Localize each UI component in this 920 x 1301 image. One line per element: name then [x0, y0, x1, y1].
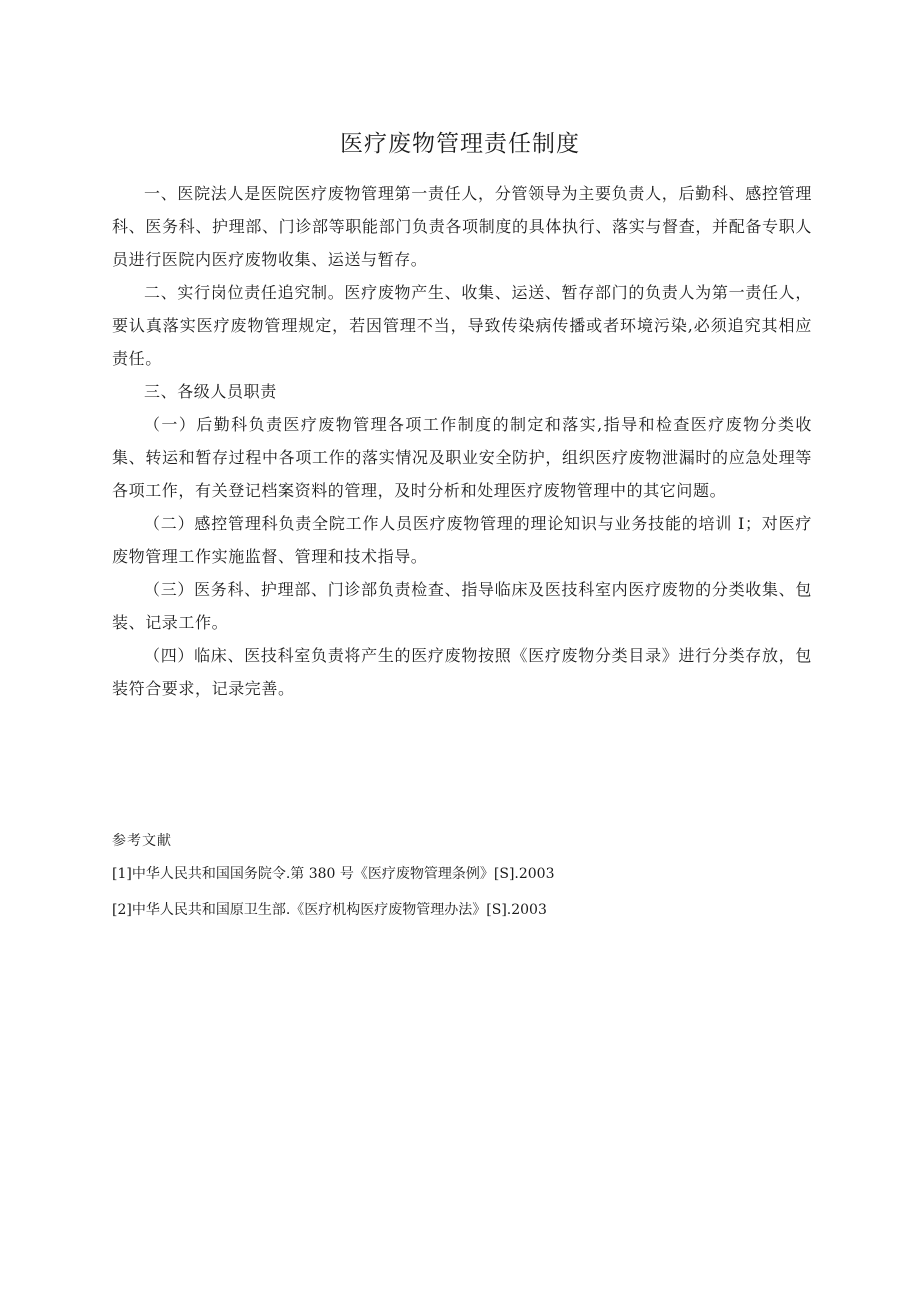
paragraph-3-4: （四）临床、医技科室负责将产生的医疗废物按照《医疗废物分类目录》进行分类存放，包装符合要求，记录完善。: [112, 646, 812, 698]
document-body: [112, 177, 812, 705]
paragraph-3-heading: 三、各级人员职责: [144, 382, 277, 401]
paragraph-3-2: （二）感控管理科负责全院工作人员医疗废物管理的理论知识与业务技能的培训 I；对医疗废物管理工作实施监督、管理和技术指导。: [112, 514, 812, 566]
paragraph-3-3: （三）医务科、护理部、门诊部负责检查、指导临床及医技科室内医疗废物的分类收集、包装、记录工作。: [112, 580, 812, 632]
paragraph-3-1: （一）后勤科负责医疗废物管理各项工作制度的制定和落实,指导和检查医疗废物分类收集、转运和暂存过程中各项工作的落实情况及职业安全防护，组织医疗废物泄漏时的应急处理等各项工作，有关登记档案资料的管理，及时分析和处理医疗废物管理中的其它问题。: [112, 415, 812, 500]
reference-item-2: [2]中华人民共和国原卫生部.《医疗机构医疗废物管理办法》[S].2003: [112, 902, 547, 918]
paragraph-2: 二、实行岗位责任追究制。医疗废物产生、收集、运送、暂存部门的负责人为第一责任人，要认真落实医疗废物管理规定，若因管理不当，导致传染病传播或者环境污染,必须追究其相应责任。: [112, 283, 812, 368]
document-title: 医疗废物管理责任制度: [340, 131, 580, 157]
references-section: [112, 826, 812, 928]
reference-item-1: [1]中华人民共和国国务院令.第 380 号《医疗废物管理条例》[S].2003: [112, 866, 555, 882]
references-heading: 参考文献: [112, 833, 172, 849]
paragraph-1: 一、医院法人是医院医疗废物管理第一责任人，分管领导为主要负责人，后勤科、感控管理科、医务科、护理部、门诊部等职能部门负责各项制度的具体执行、落实与督查，并配备专职人员进行医院内医疗废物收集、运送与暂存。: [112, 184, 812, 269]
